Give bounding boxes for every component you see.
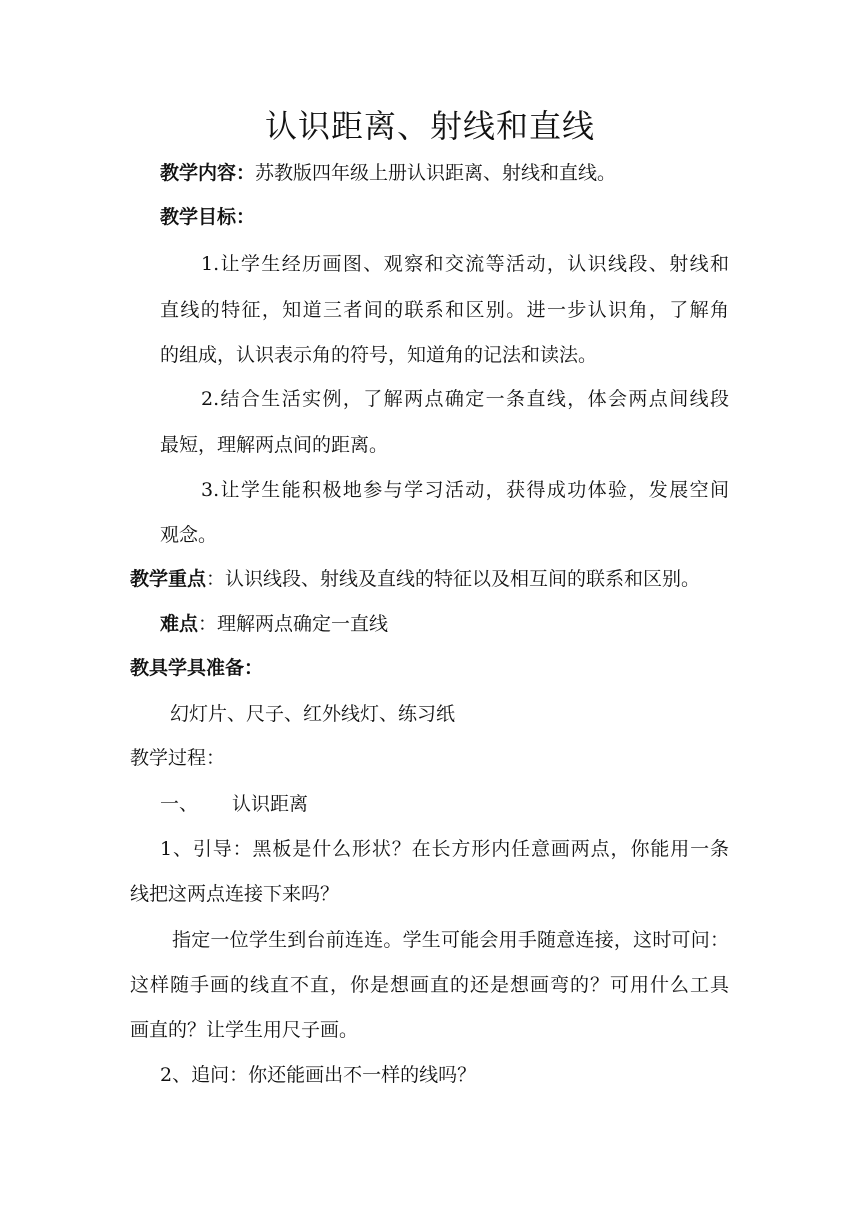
difficulty-line [160, 611, 388, 637]
step-1-detail-line-1: 指定一位学生到台前连连。学生可能会用手随意连接，这时可问： [172, 929, 729, 951]
objective-3-line-1: 3.让学生能积极地参与学习活动，获得成功体验，发展空间 [201, 479, 729, 501]
objective-2-line-1: 2.结合生活实例，了解两点确定一条直线，体会两点间线段 [201, 388, 729, 410]
content-label: 教学内容： [160, 162, 256, 184]
objective-1-line-1: 1.让学生经历画图、观察和交流等活动，认识线段、射线和 [201, 253, 729, 275]
objective-1-line-3: 的组成，认识表示角的符号，知道角的记法和读法。 [160, 344, 598, 366]
section-1-title: 认识距离 [232, 793, 309, 815]
step-1-detail-line-2: 这样随手画的线直不直，你是想画直的还是想画弯的？可用什么工具 [130, 974, 729, 996]
objectives-heading [160, 204, 255, 230]
objective-2-line-2: 最短，理解两点间的距离。 [160, 434, 389, 456]
step-1-line-2: 线把这两点连接下来吗？ [130, 883, 340, 905]
tools-label: 教具学具准备： [130, 657, 264, 679]
key-points-text: ：认识线段、射线及直线的特征以及相互间的联系和区别。 [206, 568, 701, 590]
section-1-number: 一、 [160, 793, 199, 815]
key-points-line [130, 566, 700, 592]
section-1-heading [160, 791, 308, 817]
objectives-label: 教学目标： [160, 206, 256, 228]
objective-1-line-2: 直线的特征，知道三者间的联系和区别。进一步认识角，了解角 [160, 299, 729, 321]
step-2-line-1: 2、追问：你还能画出不一样的线吗？ [160, 1064, 477, 1086]
step-1-detail-line-3: 画直的？让学生用尺子画。 [130, 1019, 359, 1041]
process-label: 教学过程： [130, 747, 226, 769]
tools-text: 幻灯片、尺子、红外线灯、练习纸 [170, 703, 456, 725]
content-text: 苏教版四年级上册认识距离、射线和直线。 [255, 162, 617, 184]
step-1-line-1: 1、引导：黑板是什么形状？在长方形内任意画两点，你能用一条 [160, 838, 729, 860]
content-line [160, 160, 616, 186]
difficulty-label: 难点 [160, 613, 199, 635]
document-title: 认识距离、射线和直线 [264, 107, 595, 145]
tools-heading [130, 655, 263, 681]
key-points-label: 教学重点 [130, 568, 207, 590]
objective-3-line-2: 观念。 [160, 524, 218, 546]
difficulty-text: ：理解两点确定一直线 [198, 613, 389, 635]
